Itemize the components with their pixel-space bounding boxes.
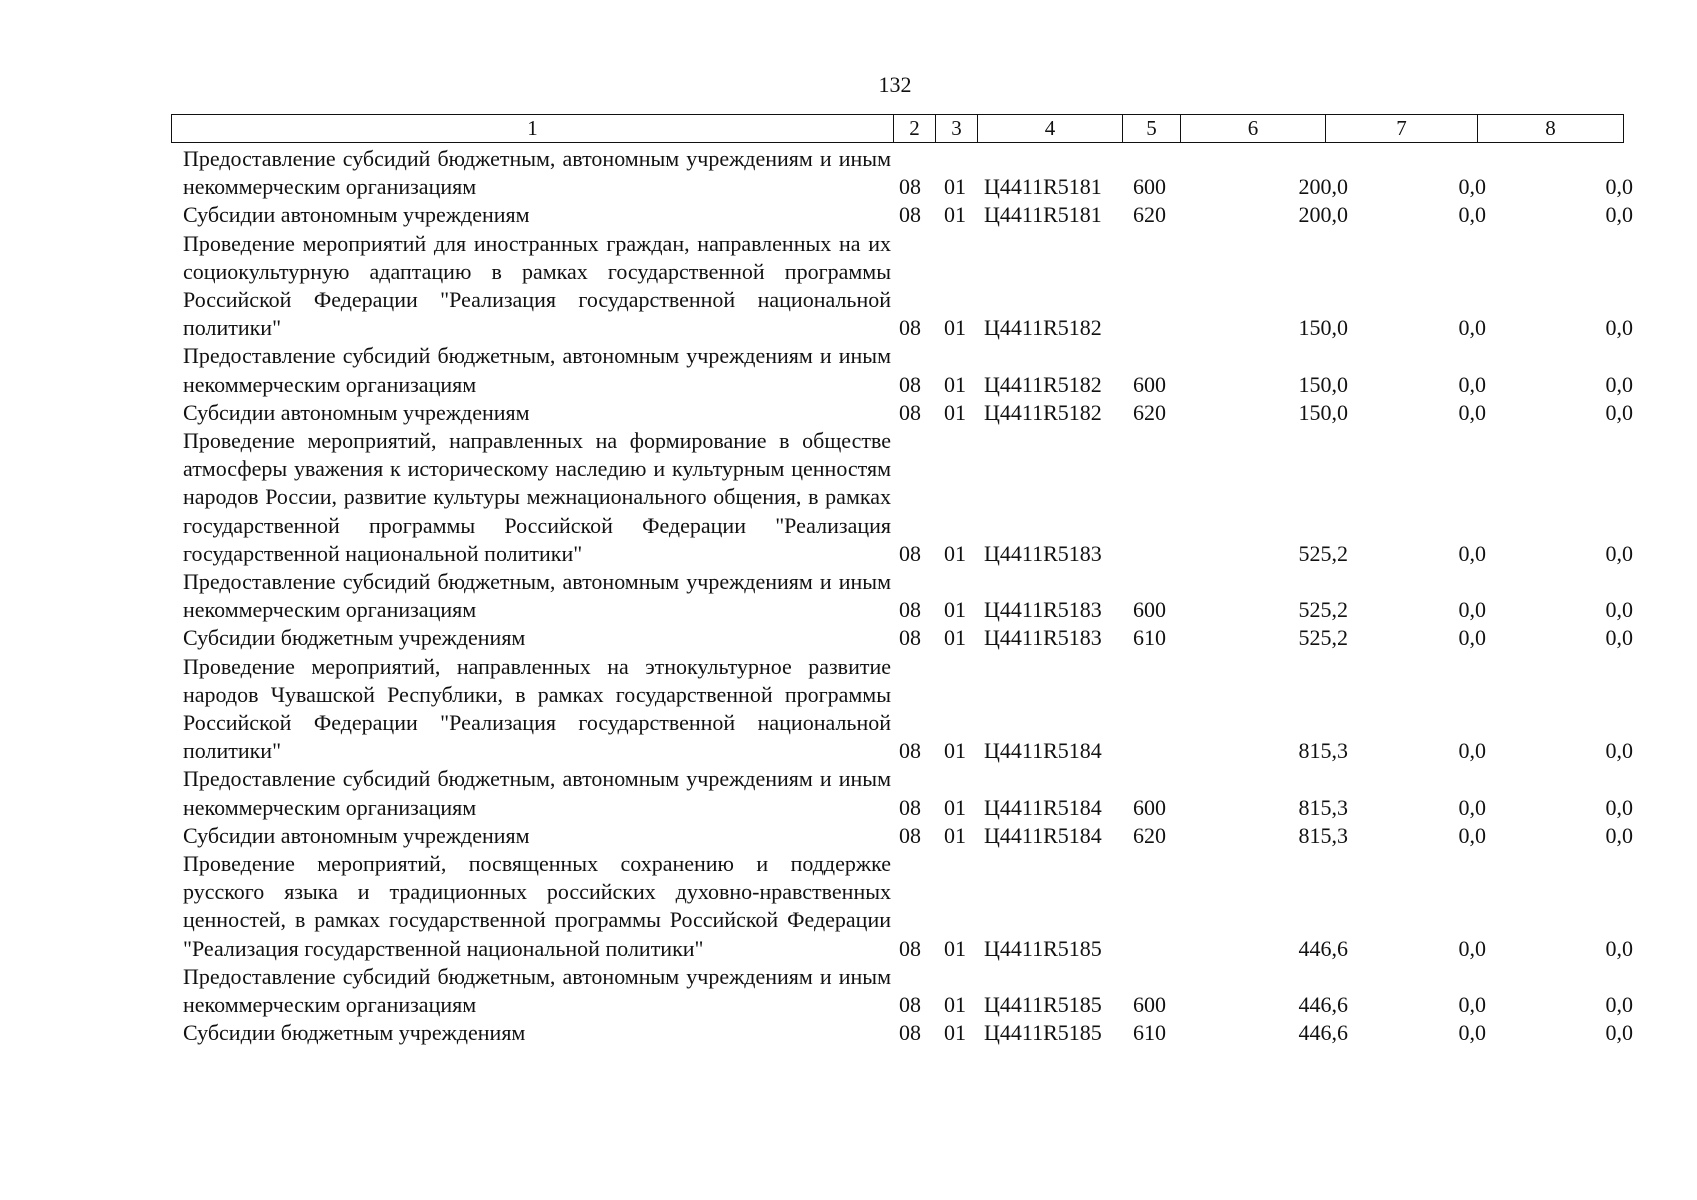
- subsection-code: 01: [944, 935, 966, 961]
- row-values: [183, 201, 1633, 229]
- row-values: [183, 991, 1633, 1019]
- row-values: [183, 540, 1633, 568]
- target-article-code: Ц4411R5185: [984, 1020, 1102, 1046]
- row-values: [183, 624, 1633, 652]
- subsection-code: 01: [944, 625, 966, 651]
- amount-col-7: 0,0: [1458, 540, 1486, 566]
- table-row: [183, 201, 1633, 229]
- amount-col-7: 0,0: [1458, 822, 1486, 848]
- row-description: Субсидии автономным учреждениям: [183, 399, 530, 425]
- section-code: 08: [899, 738, 921, 764]
- expense-type-code: 620: [1133, 399, 1166, 425]
- section-code: 08: [899, 597, 921, 623]
- amount-col-6: 525,2: [1298, 597, 1348, 623]
- expense-type-code: 610: [1133, 625, 1166, 651]
- row-description: Предоставление субсидий бюджетным, автономным учреждениям и иным некоммерческим организациям: [183, 569, 891, 623]
- amount-col-6: 815,3: [1298, 822, 1348, 848]
- section-code: 08: [899, 202, 921, 228]
- target-article-code: Ц4411R5185: [984, 992, 1102, 1018]
- row-description: Предоставление субсидий бюджетным, автономным учреждениям и иным некоммерческим организациям: [183, 343, 891, 397]
- row-description: Проведение мероприятий, направленных на формирование в обществе атмосферы уважения к историческому наследию и культурным ценностям народов России, развитие культуры межнационального общения, в рамках государственной программы Российской Федерации "Реализация государственной национальной политики": [183, 428, 891, 566]
- expense-type-code: 600: [1133, 597, 1166, 623]
- section-code: 08: [899, 1020, 921, 1046]
- row-description: Предоставление субсидий бюджетным, автономным учреждениям и иным некоммерческим организациям: [183, 766, 891, 820]
- row-description: Субсидии бюджетным учреждениям: [183, 1020, 526, 1046]
- amount-col-8: 0,0: [1605, 174, 1633, 200]
- table-header: [171, 114, 1624, 143]
- amount-col-6: 200,0: [1298, 174, 1348, 200]
- page-number: 132: [878, 72, 912, 97]
- section-code: 08: [899, 794, 921, 820]
- table-row: [183, 399, 1633, 427]
- amount-col-7: 0,0: [1458, 935, 1486, 961]
- section-code: 08: [899, 371, 921, 397]
- section-code: 08: [899, 399, 921, 425]
- subsection-code: 01: [944, 540, 966, 566]
- row-values: [183, 399, 1633, 427]
- header-col-4: 4: [978, 115, 1123, 142]
- subsection-code: 01: [944, 738, 966, 764]
- table-row: [183, 342, 1633, 398]
- amount-col-8: 0,0: [1605, 540, 1633, 566]
- expense-type-code: 620: [1133, 822, 1166, 848]
- subsection-code: 01: [944, 399, 966, 425]
- target-article-code: Ц4411R5183: [984, 540, 1102, 566]
- target-article-code: Ц4411R5184: [984, 738, 1102, 764]
- row-description: Проведение мероприятий, направленных на этнокультурное развитие народов Чувашской Республики, в рамках государственной программы Российской Федерации "Реализация государственной национальной политики": [183, 653, 891, 764]
- table-row: [183, 1019, 1633, 1047]
- amount-col-7: 0,0: [1458, 738, 1486, 764]
- row-values: [183, 737, 1633, 765]
- amount-col-8: 0,0: [1605, 1020, 1633, 1046]
- table-body: [183, 145, 1633, 1048]
- amount-col-8: 0,0: [1605, 399, 1633, 425]
- target-article-code: Ц4411R5181: [984, 202, 1102, 228]
- target-article-code: Ц4411R5182: [984, 399, 1102, 425]
- amount-col-8: 0,0: [1605, 371, 1633, 397]
- amount-col-7: 0,0: [1458, 315, 1486, 341]
- header-col-2: 2: [894, 115, 936, 142]
- target-article-code: Ц4411R5184: [984, 794, 1102, 820]
- amount-col-7: 0,0: [1458, 794, 1486, 820]
- amount-col-6: 525,2: [1298, 625, 1348, 651]
- subsection-code: 01: [944, 794, 966, 820]
- expense-type-code: 600: [1133, 371, 1166, 397]
- amount-col-7: 0,0: [1458, 992, 1486, 1018]
- table-row: [183, 653, 1633, 766]
- target-article-code: Ц4411R5182: [984, 371, 1102, 397]
- table-row: [183, 145, 1633, 201]
- amount-col-8: 0,0: [1605, 315, 1633, 341]
- amount-col-6: 815,3: [1298, 794, 1348, 820]
- header-col-3: 3: [936, 115, 978, 142]
- target-article-code: Ц4411R5183: [984, 625, 1102, 651]
- amount-col-8: 0,0: [1605, 794, 1633, 820]
- subsection-code: 01: [944, 315, 966, 341]
- expense-type-code: 620: [1133, 202, 1166, 228]
- target-article-code: Ц4411R5184: [984, 822, 1102, 848]
- target-article-code: Ц4411R5185: [984, 935, 1102, 961]
- amount-col-6: 525,2: [1298, 540, 1348, 566]
- row-values: [183, 822, 1633, 850]
- table-row: [183, 963, 1633, 1019]
- row-values: [183, 371, 1633, 399]
- row-values: [183, 173, 1633, 201]
- amount-col-6: 446,6: [1298, 935, 1348, 961]
- row-description: Предоставление субсидий бюджетным, автономным учреждениям и иным некоммерческим организациям: [183, 963, 891, 1018]
- amount-col-7: 0,0: [1458, 625, 1486, 651]
- section-code: 08: [899, 315, 921, 341]
- table-row: [183, 624, 1633, 652]
- subsection-code: 01: [944, 1020, 966, 1046]
- amount-col-6: 446,6: [1298, 1020, 1348, 1046]
- target-article-code: Ц4411R5182: [984, 315, 1102, 341]
- amount-col-8: 0,0: [1605, 935, 1633, 961]
- subsection-code: 01: [944, 597, 966, 623]
- amount-col-6: 150,0: [1298, 315, 1348, 341]
- subsection-code: 01: [944, 371, 966, 397]
- row-values: [183, 935, 1633, 963]
- header-col-6: 6: [1181, 115, 1326, 142]
- section-code: 08: [899, 992, 921, 1018]
- amount-col-7: 0,0: [1458, 597, 1486, 623]
- expense-type-code: 610: [1133, 1020, 1166, 1046]
- expense-type-code: 600: [1133, 992, 1166, 1018]
- subsection-code: 01: [944, 822, 966, 848]
- row-description: Субсидии автономным учреждениям: [183, 822, 530, 848]
- row-values: [183, 1019, 1633, 1047]
- row-values: [183, 794, 1633, 822]
- section-code: 08: [899, 822, 921, 848]
- amount-col-8: 0,0: [1605, 597, 1633, 623]
- row-values: [183, 314, 1633, 342]
- expense-type-code: 600: [1133, 794, 1166, 820]
- amount-col-6: 200,0: [1298, 202, 1348, 228]
- amount-col-7: 0,0: [1458, 399, 1486, 425]
- subsection-code: 01: [944, 992, 966, 1018]
- amount-col-6: 150,0: [1298, 399, 1348, 425]
- header-col-5: 5: [1123, 115, 1181, 142]
- row-description: Субсидии бюджетным учреждениям: [183, 625, 526, 651]
- table-row: [183, 822, 1633, 850]
- amount-col-7: 0,0: [1458, 371, 1486, 397]
- amount-col-7: 0,0: [1458, 1020, 1486, 1046]
- section-code: 08: [899, 935, 921, 961]
- section-code: 08: [899, 625, 921, 651]
- amount-col-8: 0,0: [1605, 992, 1633, 1018]
- table-row: [183, 568, 1633, 624]
- amount-col-8: 0,0: [1605, 625, 1633, 651]
- header-col-7: 7: [1326, 115, 1478, 142]
- header-col-8: 8: [1545, 116, 1556, 140]
- table-row: [183, 765, 1633, 821]
- amount-col-8: 0,0: [1605, 822, 1633, 848]
- target-article-code: Ц4411R5183: [984, 597, 1102, 623]
- row-description: Проведение мероприятий, посвященных сохранению и поддержке русского языка и традиционных российских духовно-нравственных ценностей, в рамках государственной программы Российской Федерации "Реализация государственной национальной политики": [183, 851, 891, 961]
- table-row: [183, 230, 1633, 343]
- amount-col-8: 0,0: [1605, 738, 1633, 764]
- subsection-code: 01: [944, 174, 966, 200]
- row-values: [183, 596, 1633, 624]
- target-article-code: Ц4411R5181: [984, 174, 1102, 200]
- subsection-code: 01: [944, 202, 966, 228]
- row-description: Проведение мероприятий для иностранных граждан, направленных на их социокультурную адаптацию в рамках государственной программы Российской Федерации "Реализация государственной национальной политики": [183, 230, 891, 341]
- header-col-1: 1: [172, 115, 894, 142]
- expense-type-code: 600: [1133, 174, 1166, 200]
- row-description: Субсидии автономным учреждениям: [183, 202, 530, 228]
- table-row: [183, 850, 1633, 963]
- amount-col-7: 0,0: [1458, 202, 1486, 228]
- amount-col-6: 150,0: [1298, 371, 1348, 397]
- table-row: [183, 427, 1633, 568]
- section-code: 08: [899, 174, 921, 200]
- amount-col-7: 0,0: [1458, 174, 1486, 200]
- amount-col-8: 0,0: [1605, 202, 1633, 228]
- row-description: Предоставление субсидий бюджетным, автономным учреждениям и иным некоммерческим организациям: [183, 146, 891, 200]
- section-code: 08: [899, 540, 921, 566]
- amount-col-6: 815,3: [1298, 738, 1348, 764]
- amount-col-6: 446,6: [1298, 992, 1348, 1018]
